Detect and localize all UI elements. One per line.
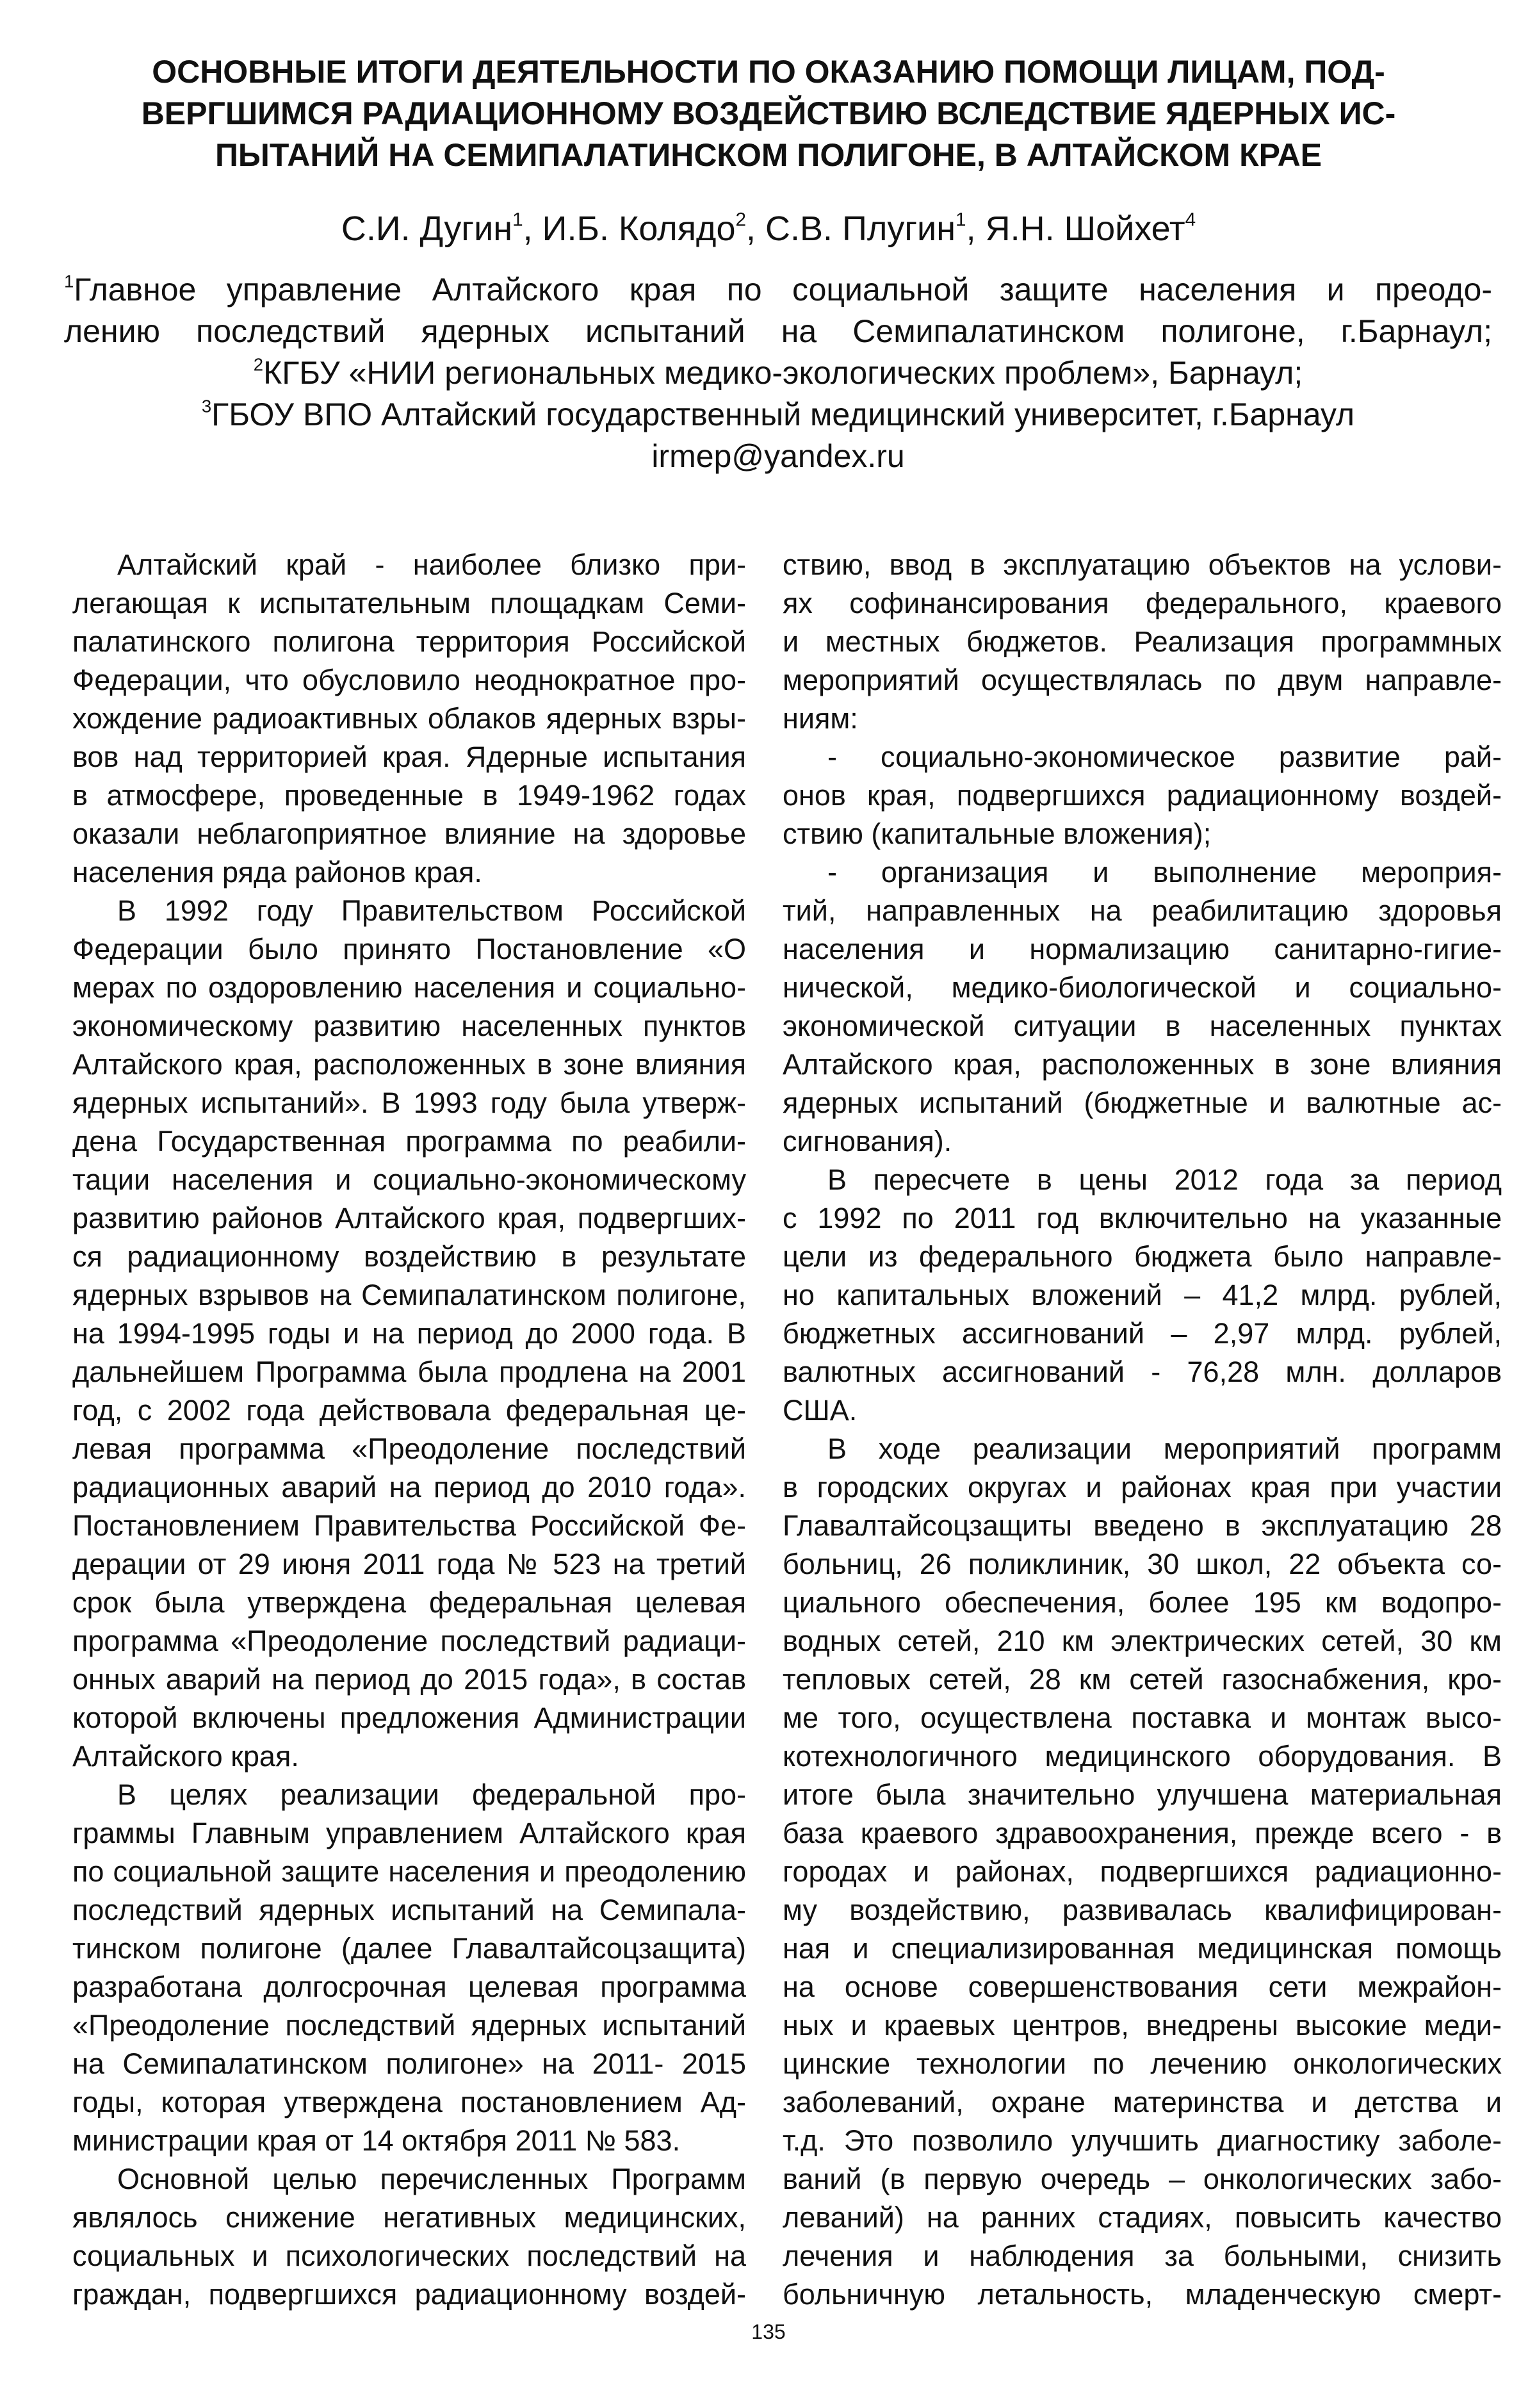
text-line: больничную летальность, младенческую смерт- (783, 2278, 1502, 2311)
text-line: - организация и выполнение мероприя- (827, 856, 1502, 889)
paragraph (72, 892, 746, 1776)
affiliation-line (64, 269, 1492, 311)
text-column-right (783, 546, 1502, 2314)
affiliation-line (64, 352, 1492, 394)
text-line: циального обеспечения, более 195 км водопро- (783, 1586, 1502, 1619)
author-name: С.В. Плугин (765, 209, 956, 248)
text-line: в атмосфере, проведенные в 1949-1962 годах (72, 779, 746, 812)
text-line: левая программа «Преодоление последствий (72, 1432, 746, 1465)
text-line: онных аварий на период до 2015 года», в состав (72, 1663, 746, 1696)
text-column-left (72, 546, 746, 2314)
text-line: с 1992 по 2011 год включительно на указанные (783, 1202, 1502, 1234)
text-line: мероприятий осуществлялась по двум направле- (783, 664, 1502, 696)
text-line: бюджетных ассигнований – 2,97 млрд. рублей, (783, 1317, 1502, 1350)
affiliation-mark: 3 (201, 396, 212, 416)
text-line: США. (783, 1394, 858, 1427)
text-line: дерации от 29 июня 2011 года № 523 на третий (72, 1548, 746, 1580)
text-line: Федерации было принято Постановление «О (72, 933, 746, 965)
article-title (38, 51, 1499, 176)
text-line: тации населения и социально-экономическому (72, 1163, 746, 1196)
text-line: на 1994-1995 годы и на период до 2000 года. В (72, 1317, 746, 1350)
paragraph (72, 1776, 746, 2160)
text-line: ниям: (783, 702, 858, 735)
text-line: онов края, подвергшихся радиационному воздей- (783, 779, 1502, 812)
paragraph (783, 738, 1502, 853)
author (765, 209, 966, 248)
author-name: С.И. Дугин (341, 209, 513, 248)
text-line: леваний) на ранних стадиях, повысить качество (783, 2201, 1502, 2234)
text-line: легающая к испытательным площадкам Семи- (72, 587, 746, 619)
text-line: лечения и наблюдения за больными, снизить (783, 2240, 1502, 2272)
text-line: Основной целью перечисленных Программ (117, 2163, 746, 2195)
text-line: ствию (капитальные вложения); (783, 817, 1212, 850)
text-line: Алтайского края, расположенных в зоне влияния (783, 1048, 1502, 1081)
text-line: но капитальных вложений – 41,2 млрд. рублей, (783, 1279, 1502, 1311)
text-line: населения и нормализацию санитарно-гигие- (783, 933, 1502, 965)
text-line: ядерных взрывов на Семипалатинском полигоне, (72, 1279, 746, 1311)
affiliation-line (64, 311, 1492, 352)
text-line: ядерных испытаний (бюджетные и валютные ас- (783, 1086, 1502, 1119)
text-line: сигнования). (783, 1125, 952, 1158)
text-line: заболеваний, охране материнства и детства и (783, 2086, 1502, 2118)
text-line: развитию районов Алтайского края, подвергших- (72, 1202, 746, 1234)
text-line: социальных и психологических последствий на (72, 2240, 746, 2272)
affiliation-text: Главное управление Алтайского края по социальной защите населения и преодо- (74, 272, 1492, 307)
text-line: Алтайского края, расположенных в зоне влияния (72, 1048, 746, 1081)
text-line: последствий ядерных испытаний на Семипала- (72, 1894, 746, 1926)
text-line: ных и краевых центров, внедрены высокие меди- (783, 2009, 1502, 2042)
page-number: 135 (751, 2320, 786, 2343)
text-line: му воздействию, развивалась квалифицирован- (783, 1894, 1502, 1926)
text-line: ях софинансирования федерального, краевого (783, 587, 1502, 619)
text-line: хождение радиоактивных облаков ядерных взры- (72, 702, 746, 735)
paragraph (72, 546, 746, 892)
text-line: Алтайский край - наиболее близко при- (117, 548, 746, 581)
text-line: итоге была значительно улучшена материальная (783, 1778, 1502, 1811)
affiliation-mark: 2 (253, 354, 264, 375)
text-line: ме того, осуществлена поставка и монтаж высо- (783, 1701, 1502, 1734)
text-line: - социально-экономическое развитие рай- (827, 741, 1502, 773)
text-line: на Семипалатинском полигоне» на 2011- 2015 (72, 2047, 746, 2080)
text-line: тинском полигоне (далее Главалтайсоцзащита) (72, 1932, 746, 1965)
text-line: т.д. Это позволило улучшить диагностику заболе- (783, 2124, 1502, 2157)
text-line: Алтайского края. (72, 1740, 299, 1773)
author (986, 209, 1196, 248)
text-line: годы, которая утверждена постановлением Ад- (72, 2086, 746, 2118)
affiliation-line (64, 394, 1492, 436)
text-line: на основе совершенствования сети межрайон- (783, 1970, 1502, 2003)
text-line: и местных бюджетов. Реализация программных (783, 625, 1502, 658)
affiliation-text: КГБУ «НИИ региональных медико-экологических проблем», Барнаул; (263, 355, 1303, 391)
text-line: нической, медико-биологической и социально- (783, 971, 1502, 1004)
text-line: Постановлением Правительства Российской Фе- (72, 1509, 746, 1542)
text-line: которой включены предложения Администрации (72, 1701, 746, 1734)
text-line: В целях реализации федеральной про- (117, 1778, 746, 1811)
text-line: граждан, подвергшихся радиационному воздей- (72, 2278, 746, 2311)
text-line: больниц, 26 поликлиник, 30 школ, 22 объекта со- (783, 1548, 1502, 1580)
text-line: экономической ситуации в населенных пунктах (783, 1010, 1502, 1042)
author (542, 209, 746, 248)
affiliation-text: irmep@yandex.ru (651, 438, 905, 474)
text-line: тий, направленных на реабилитацию здоровья (783, 894, 1502, 927)
author-affiliation-mark: 2 (735, 209, 746, 231)
text-line: ся радиационному воздействию в результате (72, 1240, 746, 1273)
text-line: В ходе реализации мероприятий программ (827, 1432, 1502, 1465)
text-line: ная и специализированная медицинская помощь (783, 1932, 1502, 1965)
affiliations (64, 269, 1492, 477)
text-line: мерах по оздоровлению населения и социально- (72, 971, 746, 1004)
text-line: граммы Главным управлением Алтайского края (72, 1817, 746, 1849)
text-line: палатинского полигона территория Российской (72, 625, 746, 658)
text-line: экономическому развитию населенных пунктов (72, 1010, 746, 1042)
text-line: дальнейшем Программа была продлена на 2001 (72, 1356, 746, 1388)
affiliation-mark: 1 (64, 271, 74, 291)
text-line: в городских округах и районах края при участии (783, 1471, 1502, 1503)
text-line: городах и районах, подвергшихся радиационно- (783, 1855, 1502, 1888)
text-line: разработана долгосрочная целевая программа (72, 1970, 746, 2003)
author-affiliation-mark: 1 (512, 209, 523, 231)
title-line: ОСНОВНЫЕ ИТОГИ ДЕЯТЕЛЬНОСТИ ПО ОКАЗАНИЮ ПОМОЩИ ЛИЦАМ, ПОД- (152, 54, 1385, 90)
author-name: Я.Н. Шойхет (985, 209, 1185, 248)
text-line: ствию, ввод в эксплуатацию объектов на услови- (783, 548, 1502, 581)
text-line: «Преодоление последствий ядерных испытаний (72, 2009, 746, 2042)
text-line: котехнологичного медицинского оборудования. В (783, 1740, 1502, 1773)
text-line: дена Государственная программа по реабили- (72, 1125, 746, 1158)
paragraph (783, 546, 1502, 738)
author-affiliation-mark: 1 (956, 209, 966, 231)
text-line: В пересчете в цены 2012 года за период (827, 1163, 1502, 1196)
text-line: срок была утверждена федеральная целевая (72, 1586, 746, 1619)
text-line: цели из федерального бюджета было направле- (783, 1240, 1502, 1273)
text-line: населения ряда районов края. (72, 856, 482, 889)
text-line: база краевого здравоохранения, прежде всего - в (783, 1817, 1502, 1849)
title-line: ВЕРГШИМСЯ РАДИАЦИОННОМУ ВОЗДЕЙСТВИЮ ВСЛЕДСТВИЕ ЯДЕРНЫХ ИС- (141, 95, 1396, 131)
text-line: год, с 2002 года действовала федеральная це- (72, 1394, 746, 1427)
text-line: водных сетей, 210 км электрических сетей, 30 км (783, 1625, 1502, 1657)
paragraph (783, 1430, 1502, 2314)
text-line: цинские технологии по лечению онкологических (783, 2047, 1502, 2080)
contact-email (64, 436, 1492, 477)
text-line: тепловых сетей, 28 км сетей газоснабжения, кро- (783, 1663, 1502, 1696)
text-line: Главалтайсоцзащиты введено в эксплуатацию 28 (783, 1509, 1502, 1542)
text-line: программа «Преодоление последствий радиаци- (72, 1625, 746, 1657)
text-line: ядерных испытаний». В 1993 году была утверж- (72, 1086, 746, 1119)
affiliation-text: ГБОУ ВПО Алтайский государственный медицинский университет, г.Барнаул (211, 397, 1355, 432)
text-line: валютных ассигнований - 76,28 млн. долларов (783, 1356, 1502, 1388)
paragraph (72, 2160, 746, 2314)
affiliation-text: лению последствий ядерных испытаний на Семипалатинском полигоне, г.Барнаул; (64, 313, 1492, 349)
author-name: И.Б. Колядо (542, 209, 736, 248)
text-line: ваний (в первую очередь – онкологических забо- (783, 2163, 1502, 2195)
author-list: С.И. Дугин$^1$, И.Б. Колядо$^2$, С.В. Плугин$^1$, Я.Н. Шойхет$^4$ (341, 209, 1196, 248)
text-line: по социальной защите населения и преодолению (72, 1855, 746, 1888)
text-line: являлось снижение негативных медицинских, (72, 2201, 746, 2234)
text-line: Федерации, что обусловило неоднократное про- (72, 664, 746, 696)
text-line: вов над территорией края. Ядерные испытания (72, 741, 746, 773)
author (341, 209, 523, 248)
text-line: В 1992 году Правительством Российской (117, 894, 746, 927)
paragraph (783, 1161, 1502, 1430)
text-line: оказали неблагоприятное влияние на здоровье (72, 817, 746, 850)
text-line: радиационных аварий на период до 2010 года». (72, 1471, 746, 1503)
paragraph (783, 853, 1502, 1161)
title-line: ПЫТАНИЙ НА СЕМИПАЛАТИНСКОМ ПОЛИГОНЕ, В АЛТАЙСКОМ КРАЕ (215, 137, 1322, 173)
author-affiliation-mark: 4 (1185, 209, 1196, 231)
text-line: министрации края от 14 октября 2011 № 583. (72, 2124, 681, 2157)
